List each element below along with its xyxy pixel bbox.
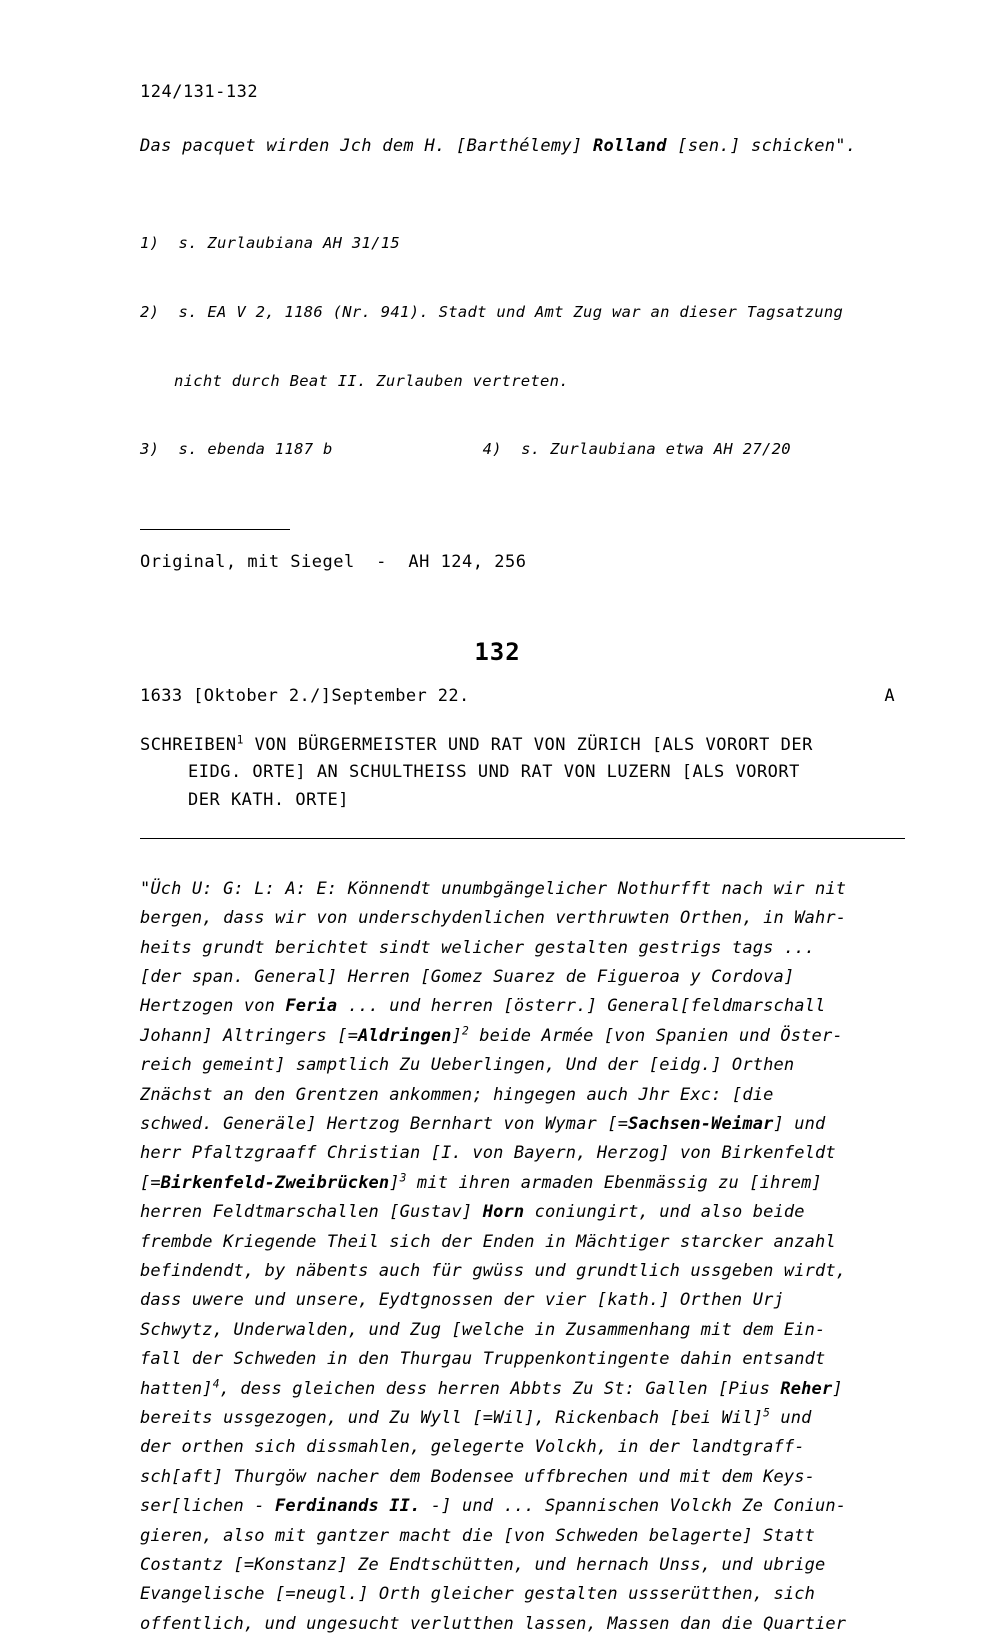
footnote-3-and-4 [140,438,905,461]
body-text-run: "Üch U: G: L: A: E: Könnendt unumbgängelicher Nothurfft nach wir nit [140,878,847,899]
body-emphasis: Sachsen-Weimar [628,1113,774,1134]
body-text-run: frembde Kriegende Theil sich der Enden in Mächtiger starcker anzahl [140,1231,836,1252]
document-date: 1633 [Oktober 2./]September 22. [140,686,470,707]
body-text-run: Costantz [=Konstanz] Ze Endtschütten, und hernach Unss, und ubrige [140,1555,826,1576]
body-text-run: gieren, also mit gantzer macht die [von Schweden belagerte] Statt [140,1525,816,1546]
footnote-3: 3) s. ebenda 1187 b [140,440,333,459]
body-line [140,1051,905,1080]
body-line [140,1081,905,1110]
body-emphasis: Horn [482,1202,525,1223]
body-line [140,1375,905,1404]
body-text-run: coniungirt, und also beide [524,1202,805,1223]
body-text-run: Znächst an den Grentzen ankommen; hingegen auch Jhr Exc: [die [140,1084,774,1105]
body-text-run: bereits ussgezogen, und Zu Wyll [=Wil], Rickenbach [bei Wil] [140,1408,764,1428]
original-note: Original, mit Siegel - AH 124, 256 [140,552,527,573]
document-sigil: A [884,686,895,707]
body-text-run: [= [140,1172,161,1193]
body-text-run: ] [389,1172,400,1193]
body-text-run: ] [832,1378,843,1399]
body-line [140,1257,905,1286]
body-text-run: dass uwere und unsere, Eydtgnossen der vier [kath.] Orthen Urj [140,1290,784,1311]
body-line [140,904,905,933]
page-folio: 124/131-132 [140,82,259,102]
heading-line-2: EIDG. ORTE] AN SCHULTHEISS UND RAT VON LUZERN [ALS VORORT [188,762,800,783]
top-quote [140,136,905,156]
footnote-1: 1) s. Zurlaubiana AH 31/15 [140,233,401,252]
body-text-run: ser[lichen - [140,1496,276,1517]
divider-short [140,529,290,530]
body-line [140,1022,905,1051]
body-text-run: herren Feldtmarschallen [Gustav] [140,1202,483,1223]
body-text-run: Hertzogen von [140,996,286,1017]
body-text-run: Evangelische [=neugl.] Orth gleicher gestalten ussserütthen, sich [140,1584,816,1605]
body-line [140,1463,905,1492]
body-footnote-marker: 3 [399,1171,407,1185]
body-text-run: reich gemeint] samptlich Zu Ueberlingen, Und der [eidg.] Orthen [140,1055,795,1076]
body-text-run: offentlich, und ungesucht verlutthen lassen, Massen dan die Quartier [140,1613,847,1634]
heading-footnote-marker: 1 [236,733,244,747]
body-footnote-marker: 5 [763,1406,770,1420]
body-text-run: beide Armée [von Spanien und Öster- [468,1025,843,1046]
top-quote-suffix: [sen.] schicken". [666,136,857,156]
body-line [140,963,905,992]
body-text-run: fall der Schweden in den Thurgau Truppenkontingente dahin entsandt [140,1349,826,1370]
body-line [140,1286,905,1315]
body-text-run: sch[aft] Thurgöw nacher dem Bodensee uffbrechen und mit dem Keys- [140,1466,816,1487]
body-line [140,1345,905,1374]
top-quote-bold: Rolland [593,136,667,156]
body-line [140,992,905,1021]
footnote-block [140,186,905,507]
footnote-2-line2: nicht durch Beat II. Zurlauben vertreten. [174,371,569,390]
body-text-run: ... und herren [österr.] General[feldmarschall [337,996,826,1017]
body-line [140,1580,905,1609]
body-emphasis: Birkenfeld-Zweibrücken [160,1172,390,1193]
body-line [140,1228,905,1257]
body-emphasis: Feria [285,996,338,1017]
body-line [140,1551,905,1580]
body-text-run: Johann] Altringers [= [140,1025,359,1046]
body-line [140,1492,905,1521]
body-text-run: ] und [773,1113,826,1134]
body-line [140,1139,905,1168]
body-text-run: Schwytz, Underwalden, und Zug [welche in Zusammenhang mit dem Ein- [140,1319,826,1340]
body-emphasis: Ferdinands II. [275,1496,421,1517]
body-line [140,1404,905,1433]
body-text-run: und [770,1408,812,1428]
body-text-run: -] und ... Spannischen Volckh Ze Coniun- [420,1496,847,1517]
body-emphasis: Reher [780,1378,833,1399]
body-line [140,1169,905,1198]
document-body [140,875,905,1639]
footnote-2-line1: 2) s. EA V 2, 1186 (Nr. 941). Stadt und Amt Zug war an dieser Tagsatzung [140,302,844,321]
body-text-run: heits grundt berichtet sindt welicher gestalten gestrigs tags ... [140,937,816,958]
heading-pre: SCHREIBEN [140,735,237,756]
body-line [140,875,905,904]
top-quote-prefix: Das pacquet wirden Jch dem H. [Barthélemy] [140,136,593,156]
heading-line-3: DER KATH. ORTE] [188,789,350,810]
body-text-run: mit ihren armaden Ebenmässig zu [ihrem] [406,1172,822,1193]
document-heading [140,732,905,814]
body-line [140,934,905,963]
body-line [140,1316,905,1345]
body-text-run: , dess gleichen dess herren Abbts Zu St: Gallen [Pius [219,1378,781,1399]
document-date-row [140,686,905,706]
heading-post: VON BÜRGERMEISTER UND RAT VON ZÜRICH [ALS VORORT DER [243,735,813,756]
divider-wide [140,838,905,839]
body-text-run: ] [451,1025,462,1046]
body-text-run: der orthen sich dissmahlen, gelegerte Volckh, in der landtgraff- [140,1437,805,1458]
body-text-run: bergen, dass wir von underschydenlichen verthruwten Orthen, in Wahr- [140,908,847,929]
body-line [140,1433,905,1462]
document-number: 132 [474,638,521,667]
body-text-run: befindendt, by näbents auch für gwüss und grundtlich ussgeben wirdt, [140,1260,847,1281]
body-text-run: schwed. Generäle] Hertzog Bernhart von Wymar [= [140,1113,629,1134]
body-emphasis: Aldringen [358,1025,452,1046]
body-line [140,1110,905,1139]
body-text-run: herr Pfaltzgraaff Christian [I. von Bayern, Herzog] von Birkenfeldt [140,1143,836,1164]
body-line [140,1610,905,1639]
body-footnote-marker: 2 [461,1024,469,1038]
body-footnote-marker: 4 [212,1376,220,1390]
footnote-4: 4) s. Zurlaubiana etwa AH 27/20 [482,440,791,459]
body-text-run: hatten] [140,1378,213,1399]
body-line [140,1522,905,1551]
body-line [140,1198,905,1227]
body-text-run: [der span. General] Herren [Gomez Suarez de Figueroa y Cordova] [140,966,795,987]
